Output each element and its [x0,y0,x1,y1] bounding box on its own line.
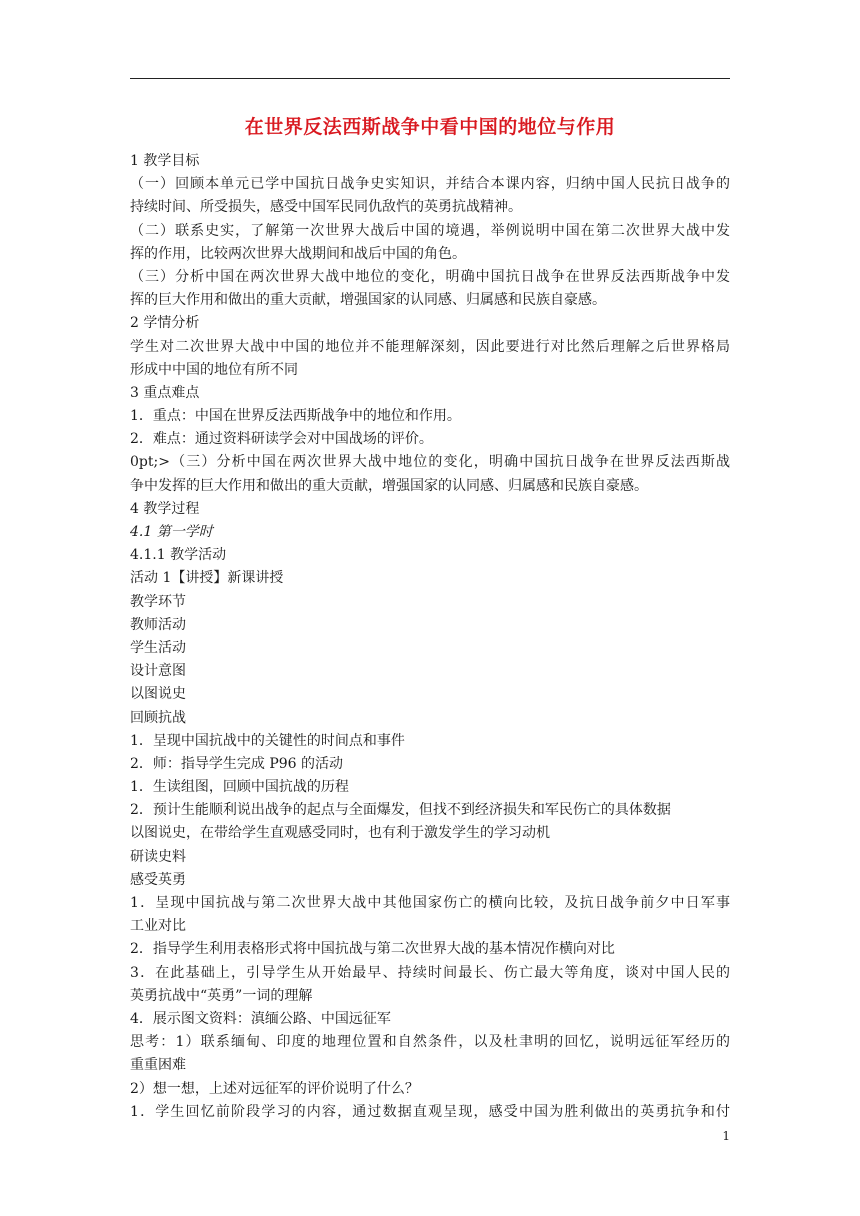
header-rule [130,78,730,79]
paragraph-line: 挥的作用，比较两次世界大战期间和战后中国的角色。 [130,245,466,262]
paragraph-line: 感受英勇 [130,871,186,888]
paragraph-line: 4．展示图文资料：滇缅公路、中国远征军 [130,1010,391,1027]
paragraph-line: 持续时间、所受损失，感受中国军民同仇敌忾的英勇抗战精神。 [130,199,522,216]
paragraph-line: 2．指导学生利用表格形式将中国抗战与第二次世界大战的基本情况作横向对比 [130,941,615,958]
paragraph-line: 回顾抗战 [130,709,186,726]
paragraph-line: 设计意图 [130,663,186,680]
paragraph-line: 2．难点：通过资料研读学会对中国战场的评价。 [130,431,433,448]
section-heading-key-points: 3 重点难点 [130,384,200,401]
paragraph-line: 2．师：指导学生完成 P96 的活动 [130,755,344,772]
paragraph-line: 1．生读组图，回顾中国抗战的历程 [130,779,349,796]
paragraph-line: 教学环节 [130,593,186,610]
section-heading-analysis: 2 学情分析 [130,315,200,332]
document-body [130,150,730,1124]
paragraph-line: （二）联系史实，了解第一次世界大战后中国的境遇，举例说明中国在第二次世界大战中发 [130,222,730,239]
paragraph-line: 1．呈现中国抗战与第二次世界大战中其他国家伤亡的横向比较，及抗日战争前夕中日军事 [130,895,730,911]
paragraph-line: 1．学生回忆前阶段学习的内容，通过数据直观呈现，感受中国为胜利做出的英勇抗争和付 [130,1103,730,1120]
paragraph-line: 思考：1）联系缅甸、印度的地理位置和自然条件，以及杜聿明的回忆，说明远征军经历的 [130,1034,730,1051]
paragraph-line: 教师活动 [130,616,186,633]
paragraph-line: （一）回顾本单元已学中国抗日战争史实知识，并结合本课内容，归纳中国人民抗日战争的 [130,176,730,193]
paragraph-line: 2）想一想，上述对远征军的评价说明了什么？ [130,1080,419,1097]
document-title: 在世界反法西斯战争中看中国的地位与作用 [244,116,616,138]
subsection-heading: 4.1 第一学时 [130,524,213,540]
activity-heading: 活动 1【讲授】新课讲授 [130,570,284,587]
paragraph-line: 0pt;>（三）分析中国在两次世界大战中地位的变化，明确中国抗日战争在世界反法西斯战 [130,454,730,471]
section-heading-process: 4 教学过程 [130,500,200,517]
subsection-heading: 4.1.1 教学活动 [130,547,227,564]
paragraph-line: （三）分析中国在两次世界大战中地位的变化，明确中国抗日战争在世界反法西斯战争中发 [130,268,730,285]
section-heading-objectives: 1 教学目标 [130,153,200,169]
paragraph-line: 挥的巨大作用和做出的重大贡献，增强国家的认同感、归属感和民族自豪感。 [130,292,606,309]
paragraph-line: 工业对比 [130,918,186,935]
paragraph-line: 学生对二次世界大战中中国的地位并不能理解深刻，因此要进行对比然后理解之后世界格局 [130,338,730,355]
paragraph-line: 重重困难 [130,1057,186,1074]
paragraph-line: 1．呈现中国抗战中的关键性的时间点和事件 [130,732,405,749]
paragraph-line: 3．在此基础上，引导学生从开始最早、持续时间最长、伤亡最大等角度，谈对中国人民的 [130,964,730,981]
paragraph-line: 研读史料 [130,848,186,865]
page-number: 1 [722,1129,730,1143]
paragraph-line: 学生活动 [130,639,186,656]
paragraph-line: 以图说史，在带给学生直观感受同时，也有利于激发学生的学习动机 [130,825,550,842]
paragraph-line: 以图说史 [130,686,186,703]
paragraph-line: 形成中中国的地位有所不同 [130,361,298,378]
paragraph-line: 2．预计生能顺利说出战争的起点与全面爆发，但找不到经济损失和军民伤亡的具体数据 [130,802,671,819]
paragraph-line: 1．重点：中国在世界反法西斯战争中的地位和作用。 [130,408,461,425]
paragraph-line: 英勇抗战中“英勇”一词的理解 [130,987,313,1004]
paragraph-line: 争中发挥的巨大作用和做出的重大贡献，增强国家的认同感、归属感和民族自豪感。 [130,477,648,494]
